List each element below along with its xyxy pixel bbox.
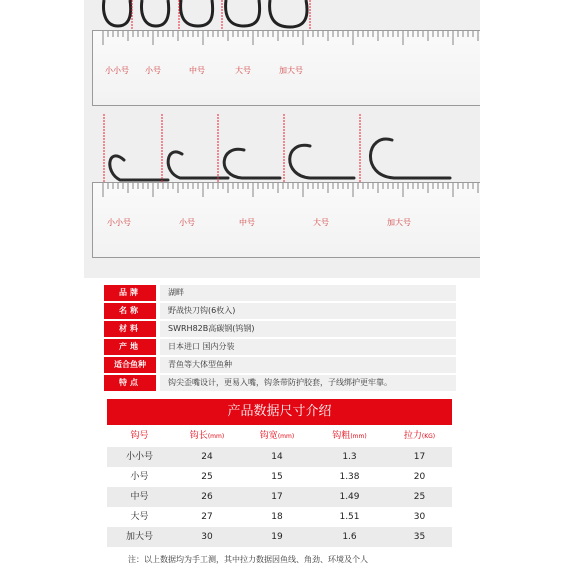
table-cell: 18 bbox=[271, 512, 283, 522]
footnote: 注：以上数据均为手工测，其中拉力数据因鱼线、角劲、环境及个人 bbox=[128, 555, 368, 564]
table-cell: 15 bbox=[271, 472, 283, 482]
top-size-label-xxs: 小小号 bbox=[105, 66, 129, 75]
spec-key: 适合鱼种 bbox=[104, 357, 156, 373]
table-cell: 19 bbox=[271, 532, 283, 542]
spec-key: 特点 bbox=[104, 375, 156, 391]
top-hooks bbox=[84, 0, 480, 34]
table-cell: 25 bbox=[201, 472, 213, 482]
top-size-label-m: 中号 bbox=[189, 66, 205, 75]
table-cell: 1.51 bbox=[339, 512, 360, 522]
table-header bbox=[107, 425, 452, 447]
spec-row-name bbox=[104, 302, 456, 320]
table-row bbox=[107, 487, 452, 507]
table-cell: 1.6 bbox=[342, 532, 357, 542]
top-ruler bbox=[92, 30, 480, 106]
table-cell: 24 bbox=[201, 452, 213, 462]
table-cell: 14 bbox=[271, 452, 283, 462]
top-size-label-l: 大号 bbox=[235, 66, 251, 75]
table-cell: 27 bbox=[201, 512, 213, 522]
spec-value: 钩尖歪嘴设计，更易入嘴，钩条带防护胶套，子线绑护更牢靠。 bbox=[160, 375, 456, 391]
table-cell: 加大号 bbox=[125, 532, 153, 542]
table-cell: 1.3 bbox=[342, 452, 357, 462]
bottom-size-label-s: 小号 bbox=[179, 218, 195, 227]
table-cell: 中号 bbox=[130, 492, 149, 502]
table-cell: 30 bbox=[201, 532, 213, 542]
table-cell: 1.38 bbox=[339, 472, 360, 482]
table-cell: 大号 bbox=[130, 512, 149, 522]
table-cell: 35 bbox=[413, 532, 426, 542]
spec-row-fish bbox=[104, 356, 456, 374]
bottom-size-label-l: 大号 bbox=[313, 218, 329, 227]
table-row bbox=[107, 507, 452, 527]
bottom-size-label-xxs: 小小号 bbox=[107, 218, 131, 227]
spec-row-brand bbox=[104, 284, 456, 302]
spec-value: 日本进口 国内分装 bbox=[160, 339, 456, 355]
bottom-hooks bbox=[84, 110, 480, 190]
header-cell: 钩粗(mm) bbox=[332, 431, 367, 441]
spec-row-origin bbox=[104, 338, 456, 356]
table-cell: 17 bbox=[413, 452, 426, 462]
table-row bbox=[107, 467, 452, 487]
bottom-size-label-xl: 加大号 bbox=[387, 218, 411, 227]
table-cell: 17 bbox=[271, 492, 283, 502]
spec-row-material bbox=[104, 320, 456, 338]
table-cell: 20 bbox=[413, 472, 426, 482]
spec-value: 青鱼等大体型鱼种 bbox=[160, 357, 456, 373]
spec-key: 产地 bbox=[104, 339, 156, 355]
spec-key: 品牌 bbox=[104, 285, 156, 301]
header-cell: 钩长(mm) bbox=[189, 431, 225, 441]
bottom-ruler bbox=[92, 182, 480, 258]
spec-row-features bbox=[104, 374, 456, 392]
table-cell: 26 bbox=[201, 492, 213, 502]
header-cell: 钩宽(mm) bbox=[259, 431, 295, 441]
bottom-size-label-m: 中号 bbox=[239, 218, 255, 227]
table-row bbox=[107, 527, 452, 547]
table-cell: 30 bbox=[413, 512, 426, 522]
spec-key: 材料 bbox=[104, 321, 156, 337]
table-cell: 25 bbox=[413, 492, 426, 502]
table-cell: 小小号 bbox=[125, 452, 153, 462]
top-size-label-s: 小号 bbox=[145, 66, 161, 75]
table-cell: 1.49 bbox=[339, 492, 360, 502]
product-photo bbox=[84, 0, 480, 278]
table-title: 产品数据尺寸介绍 bbox=[107, 399, 452, 425]
header-cell: 拉力(KG) bbox=[403, 431, 436, 441]
table-row bbox=[107, 447, 452, 467]
table-cell: 小号 bbox=[130, 472, 149, 482]
spec-value: 野战快刀钩(6枚入) bbox=[160, 303, 456, 319]
spec-key: 名称 bbox=[104, 303, 156, 319]
spec-value: SWRH82B高碳钢(钨钢) bbox=[160, 321, 456, 337]
top-size-label-xl: 加大号 bbox=[279, 66, 303, 75]
spec-value: 湖畔 bbox=[160, 285, 456, 301]
header-cell: 钩号 bbox=[130, 431, 149, 441]
bottom-ruler-ticks bbox=[93, 183, 480, 259]
